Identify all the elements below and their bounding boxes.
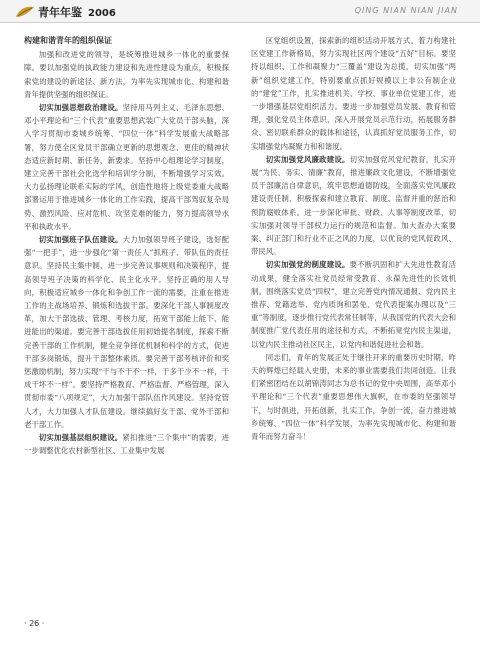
paragraph: 区党组织设置，探索新的组织活动开展方式。着力构建社区党建工作新格局，努力实现社区两个建设“五好”目标。要坚持以组织、工作和凝聚力“三覆盖”建设为总揽，切实加强“两新”组织党建工作，特别要重点抓好规模以上非公有制企业的“建党”工作，扎实推进机关、学校、事业单位党建工作，进一步增强基层党组织活力。要进一步加强党员发展、教育和管理，强化党员主体意识，深入开展党员示范行动，拓展服务群众、密切联系群众的载体和途径，认真抓好党员服务工作，切实增强党内凝聚力和和谐度。 xyxy=(251,36,456,151)
paragraph xyxy=(24,101,229,233)
paragraph-body: 要不断巩固和扩大先进性教育活动成果，健全落实社党员经常受教育、永葆先进性的长效机制。围绕落实党员“四权”，建立完善党内情况通报、党内民主推荐、党籍选举、党内质询和罢免、党代表提案办理以及“三重”等制度，逐步推行党代表常任制等，从我国党的代表大会和制度推广党代表任用的途径和方式，不断拓宽党内民主渠道，以党内民主推动社区民主，以党内和谐促进社会和谐。 xyxy=(251,260,456,349)
paragraph xyxy=(24,233,229,431)
header-band xyxy=(0,0,480,23)
yearbook-name: 青年年鉴 xyxy=(38,6,82,19)
paragraph: 加强和改进党的领导，是统筹推进城乡一体化的重要保障。要以加强党的执政能力建设和先进性建设为重点，积极探索党的建设的新途径、新方法，为率先实现城市化、构建和谐青年提供坚强的组织保证。 xyxy=(24,50,229,99)
section-heading: 构建和谐青年的组织保证 xyxy=(24,36,112,45)
yearbook-year: 2006 xyxy=(88,8,116,19)
page-number: · 26 · xyxy=(24,619,45,628)
paragraph-lead: 切实加强思想政治建设。 xyxy=(38,103,123,113)
paragraph-body: 大力加强领导班子建设，选好配强“一把手”，进一步强化“第一责任人”抓班子、带队伍的责任意识。坚持民主集中制，进一步完善议事规则和决策程序，提高领导班子决策的科学化、民主化水平。坚持正确的用人导向，积极适应城乡一体化和争创工作一流的需要，注重在推进工作的主战场培养、锻炼和选拔干部。要深化干部人事制度改革，加大干部选拔、管理、考核力度，拓宽干部能上能下、能进能出的渠道。要完善干部选拔任用初始提名制度，探索不断完善干部的工作机制，健全竞争择优机制和科学的方式，促进干部多岗锻炼，提升干部整体素质。要完善干部考核评价和奖惩激励机制，努力实现“干与不干不一样，干多干少不一样，干成干坏不一样”。要坚持严格教育、严格监督、严格管理，深入贯彻市委“八项规定”，大力加强干部队伍作风建设。坚持党管人才，大力加强人才队伍建设。继续搞好女干部、党外干部和老干部工作。 xyxy=(24,235,229,429)
paragraph xyxy=(251,153,456,259)
paragraph-body: 紧扣推进“三个集中”的需要，进一步调整优化农村新型社区、工业集中发展 xyxy=(24,433,229,456)
leaf-logo-icon xyxy=(14,5,36,19)
paragraph-lead: 切实加强班子队伍建设。 xyxy=(38,235,123,245)
left-column xyxy=(24,34,229,458)
paragraph-body: 切实加强党风党纪教育，扎实开展“为民、务实、清廉”教育，推进廉政文化建设，不断增强党员干部廉洁自律意识，筑牢思想道德防线，全面落实党风廉政建设责任制，积极探索和建立教育、制度、监督并重的惩治和预防腐败体系。进一步深化审批、财政、人事等制度改革，切实加强对领导干部权力运行的规范和监督。加大查办大案要案、纠正部门和行业不正之风的力度，以优良的党风促政风、带民风。 xyxy=(251,154,456,257)
paragraph xyxy=(24,431,229,457)
paragraph-body: 坚持用马列主义、毛泽东思想、邓小平理论和“三个代表”重要思想武装广大党员干部头脑，深入学习贯彻市委城乡统筹、“四位一体”科学发展重大战略部署，努力使全区党员干部确立更新的思想观念、更佳的精神状态适应新时期、新任务、新要求。坚持中心组理论学习制度，建立完善干部社会化选学和培训学分制，不断增强学习实效。大力弘扬理论联系实际的学风，创造性地将上级党委重大战略部署运用于推进城乡一体化的工作实践，提高干部驾驭复杂局势、激烈风险、应对危机、攻坚克难的能力，努力提高领导水平和执政水平。 xyxy=(24,103,229,231)
paragraph xyxy=(251,258,456,350)
paragraph: 同志们，青年的发展正处于继往开来的重要历史时期，昨天的辉煌已经载入史册，未来的事业需要我们共同创造。让我们紧密团结在以胡锦涛同志为总书记的党中央周围，高举邓小平理论和“三个代表”重要思想伟大旗帜，在市委的坚强领导下，与时俱进，开拓创新，扎实工作，争创一流，奋力推进城乡统筹、“四位一体”科学发展，为率先实现城市化、构建和谐青年而努力奋斗！ xyxy=(251,352,456,442)
paragraph-lead: 切实加强基层组织建设。 xyxy=(38,433,123,443)
yearbook-title xyxy=(38,4,116,20)
paragraph-lead: 切实加强党的制度建设。 xyxy=(265,260,350,270)
yearbook-latin-title: QING NIAN NIAN JIAN xyxy=(354,6,458,15)
right-column xyxy=(251,34,456,443)
paragraph-lead: 切实加强党风廉政建设。 xyxy=(265,154,350,164)
